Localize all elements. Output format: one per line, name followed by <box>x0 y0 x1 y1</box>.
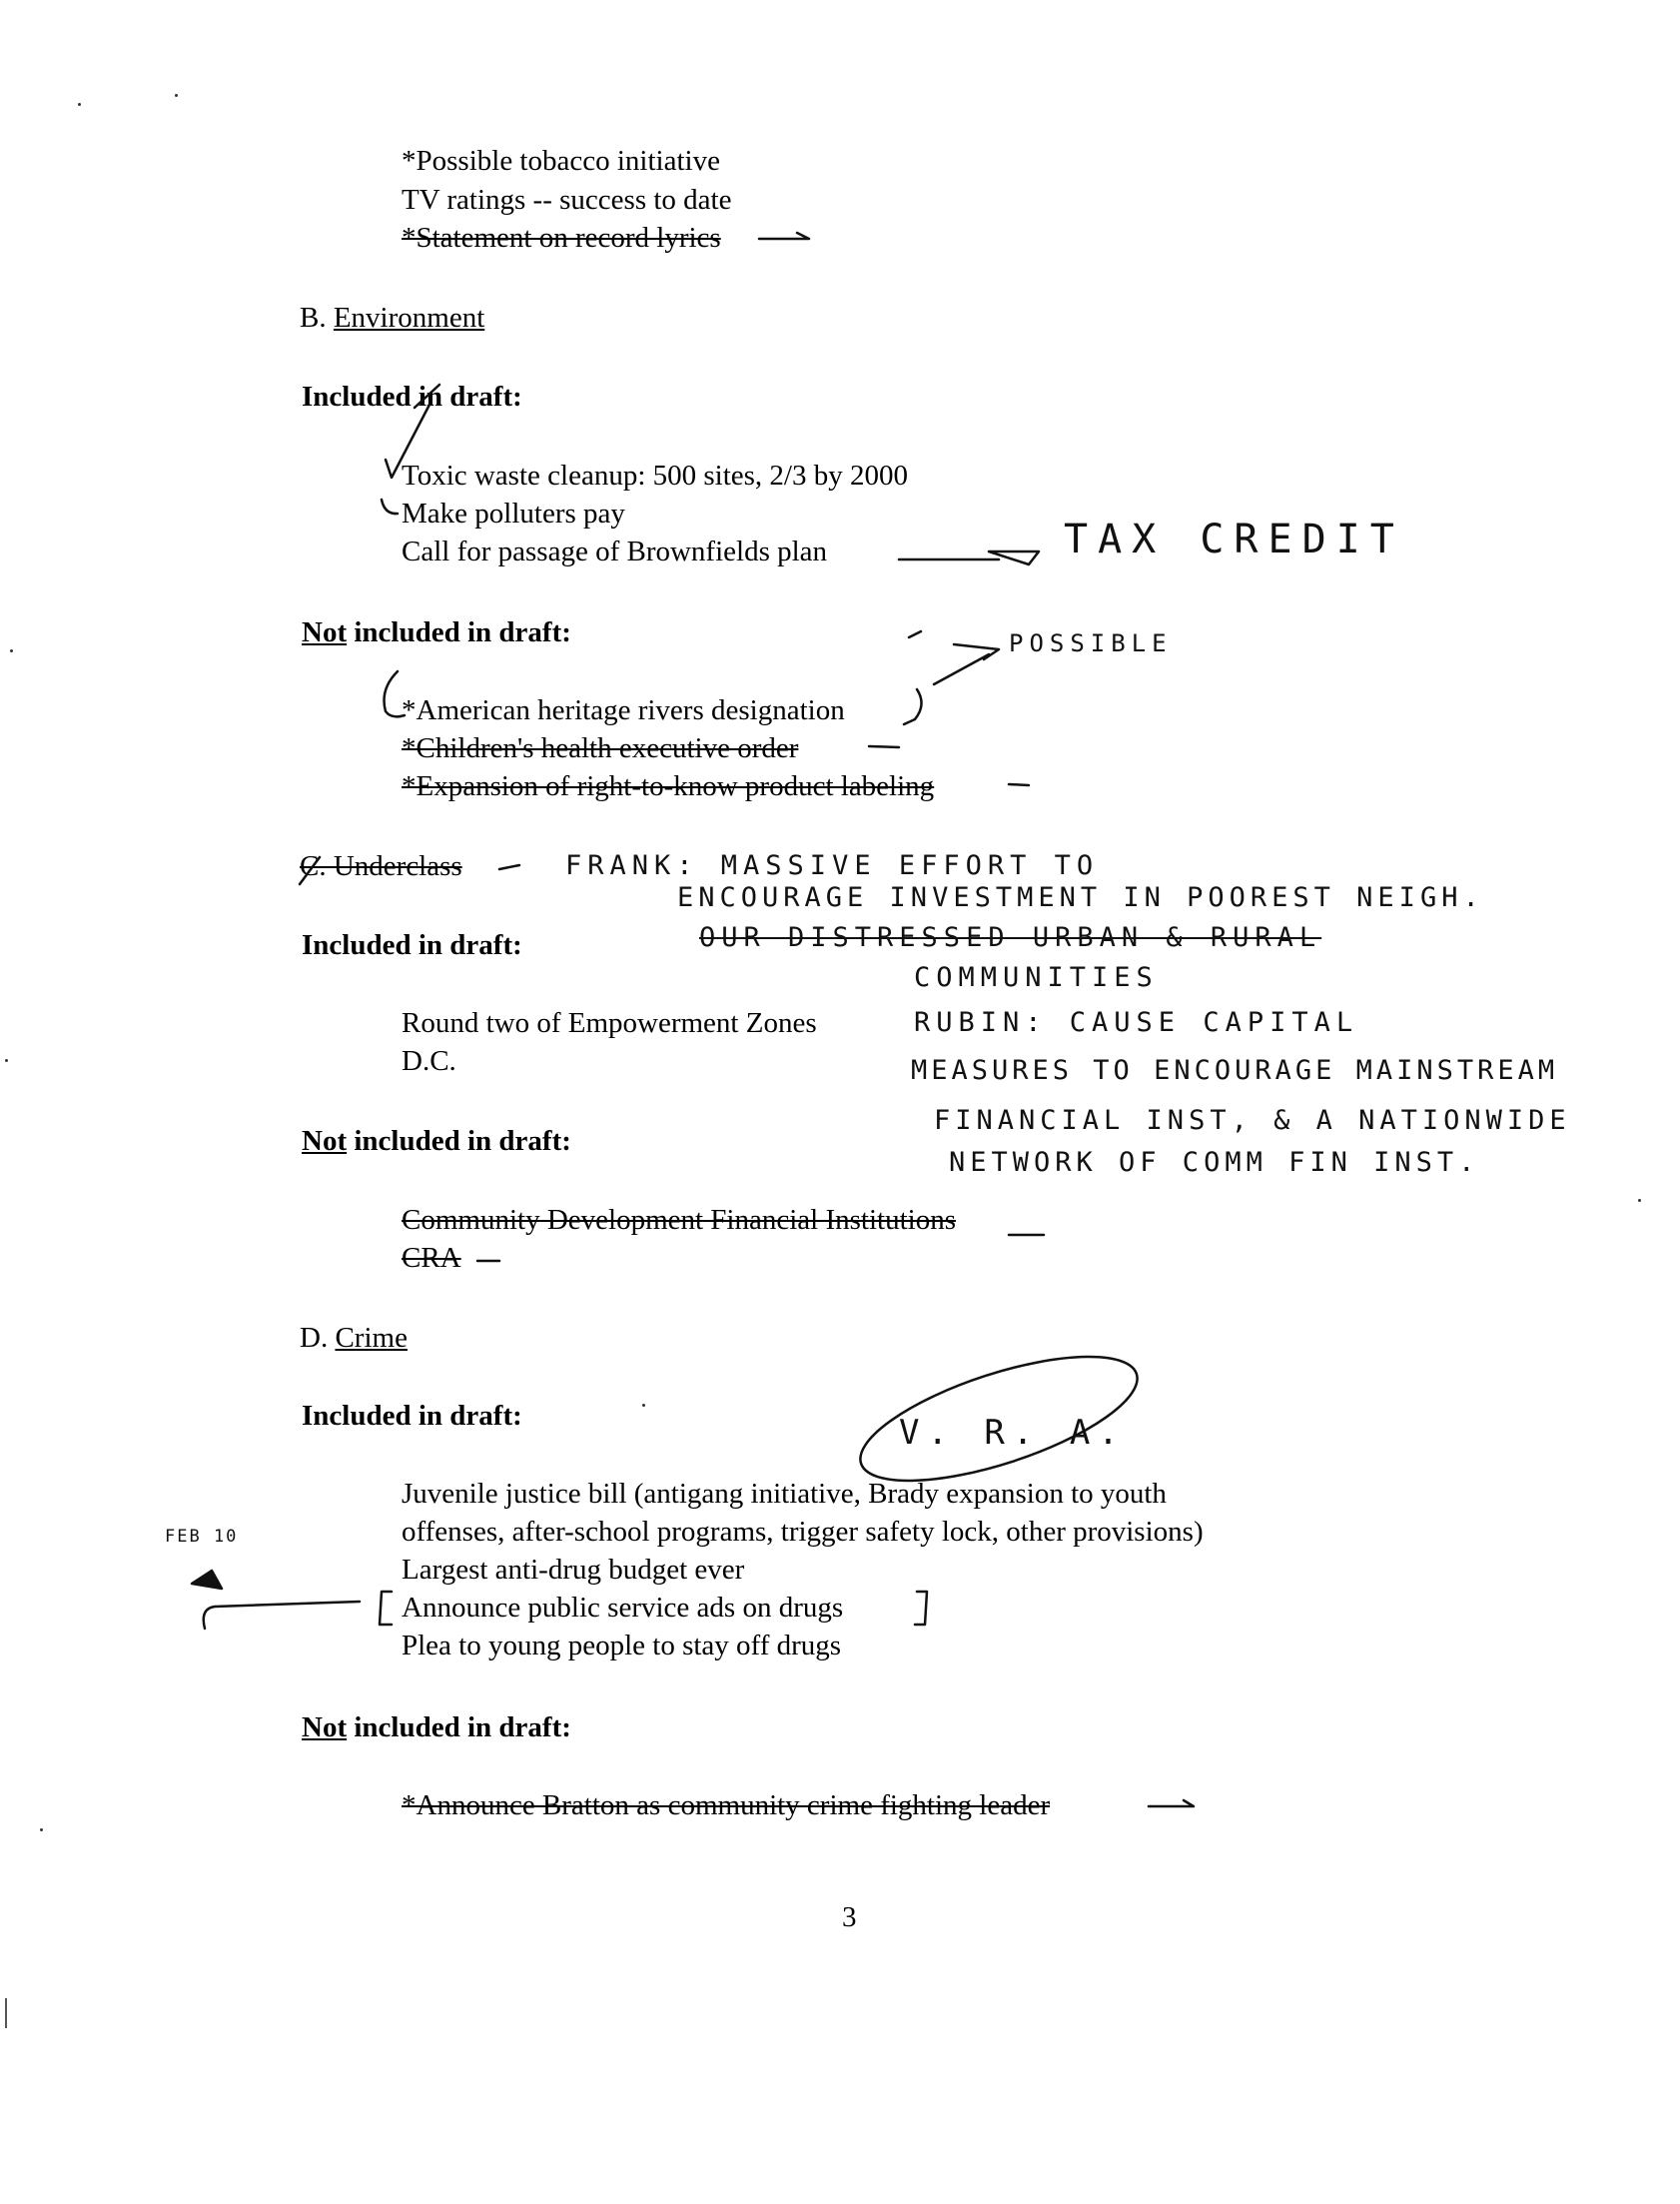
strike-arrow-icon <box>1149 1800 1194 1806</box>
arrow-icon <box>934 654 989 684</box>
not-label-rest: included in draft: <box>347 1711 571 1743</box>
section-heading-environment <box>300 304 484 333</box>
handwritten-frank-line-1: FRANK: MASSIVE EFFORT TO <box>565 850 1100 881</box>
handwritten-frank-line-4: COMMUNITIES <box>914 962 1159 993</box>
section-heading-crime <box>300 1324 408 1353</box>
tobacco-item-2: TV ratings -- success to date <box>402 184 732 216</box>
check-mark-icon <box>382 500 398 514</box>
handwritten-tax-credit: TAX CREDIT <box>1064 517 1404 562</box>
strike-arrow-icon <box>499 865 519 869</box>
scan-speck <box>175 94 178 97</box>
env-not-included-item-2-struck: *Children's health executive order <box>402 732 799 764</box>
crime-not-included-label <box>302 1713 571 1742</box>
crime-included-line-4: Announce public service ads on drugs <box>402 1592 844 1624</box>
section-heading-underclass-struck: C. Underclass <box>300 850 462 882</box>
crime-included-line-1: Juvenile justice bill (antigang initiative, Brady expansion to youth <box>402 1478 1167 1510</box>
strike-arrow-icon <box>869 746 899 747</box>
section-letter: D. <box>300 1322 329 1354</box>
crime-included-line-2: offenses, after-school programs, trigger safety lock, other provisions) <box>402 1516 1204 1548</box>
arrow-head-icon <box>192 1571 222 1589</box>
scan-speck <box>1638 1199 1641 1202</box>
bracket-close-icon <box>915 1592 927 1625</box>
handwritten-vra: V. R. A. <box>899 1413 1127 1453</box>
under-not-included-label <box>302 1127 571 1156</box>
arrow-head-icon <box>954 644 999 659</box>
arrow-head-icon <box>989 551 1039 564</box>
scan-speck <box>10 649 13 652</box>
under-included-item-2: D.C. <box>402 1045 456 1077</box>
env-included-item-3: Call for passage of Brownfields plan <box>402 536 828 567</box>
bracket-close-icon <box>904 689 922 724</box>
scan-speck <box>642 1404 645 1407</box>
handwritten-rubin-line-2: MEASURES TO ENCOURAGE MAINSTREAM <box>911 1055 1559 1086</box>
scan-speck <box>40 1828 43 1831</box>
crime-included-line-3: Largest anti-drug budget ever <box>402 1554 745 1586</box>
handwritten-rubin-line-1: RUBIN: CAUSE CAPITAL <box>914 1007 1359 1038</box>
handwritten-frank-line-2: ENCOURAGE INVESTMENT IN POOREST NEIGH. <box>677 882 1484 913</box>
tobacco-item-3-struck: *Statement on record lyrics <box>402 222 721 254</box>
under-not-included-item-2-struck: CRA <box>402 1242 461 1274</box>
env-not-included-item-3-struck: *Expansion of right-to-know product labeling <box>402 770 935 802</box>
section-letter: B. <box>300 302 327 334</box>
handwritten-rubin-line-3: FINANCIAL INST, & A NATIONWIDE <box>934 1105 1571 1136</box>
scan-edge-mark <box>5 1998 7 2028</box>
not-label-rest: included in draft: <box>347 1125 571 1157</box>
bracket-open-icon <box>380 1592 392 1625</box>
handwritten-frank-line-3: OUR DISTRESSED URBAN & RURAL <box>699 922 1322 953</box>
section-title: Environment <box>333 302 485 334</box>
handwritten-rubin-line-4: NETWORK OF COMM FIN INST. <box>949 1147 1480 1178</box>
under-not-included-item-1-struck: Community Development Financial Institutions <box>402 1204 956 1236</box>
env-included-item-2: Make polluters pay <box>402 498 625 530</box>
handwritten-feb10: FEB 10 <box>165 1527 239 1547</box>
env-not-included-label <box>302 618 571 647</box>
section-title: Crime <box>335 1322 408 1354</box>
env-included-label: Included in draft: <box>302 381 522 413</box>
strike-arrow-icon <box>1009 784 1029 785</box>
env-not-included-item-1: *American heritage rivers designation <box>402 694 845 726</box>
under-included-label: Included in draft: <box>302 929 522 961</box>
crime-not-included-item-1-struck: *Announce Bratton as community crime fighting leader <box>402 1789 1051 1821</box>
crime-included-line-5: Plea to young people to stay off drugs <box>402 1630 842 1661</box>
not-label-rest: included in draft: <box>347 616 571 648</box>
tick-mark-icon <box>909 631 921 637</box>
handwritten-possible: POSSIBLE <box>1009 629 1173 657</box>
not-word: Not <box>302 1711 348 1743</box>
scan-speck <box>78 103 81 106</box>
env-included-item-1: Toxic waste cleanup: 500 sites, 2/3 by 2000 <box>402 460 908 492</box>
arrow-icon <box>204 1602 360 1629</box>
page-number: 3 <box>842 1901 857 1933</box>
tobacco-item-1: *Possible tobacco initiative <box>402 145 720 177</box>
strike-arrow-icon <box>759 233 809 239</box>
crime-included-label: Included in draft: <box>302 1400 522 1432</box>
not-word: Not <box>302 1125 348 1157</box>
under-included-item-1: Round two of Empowerment Zones <box>402 1007 817 1039</box>
not-word: Not <box>302 616 348 648</box>
scan-speck <box>5 1059 8 1062</box>
